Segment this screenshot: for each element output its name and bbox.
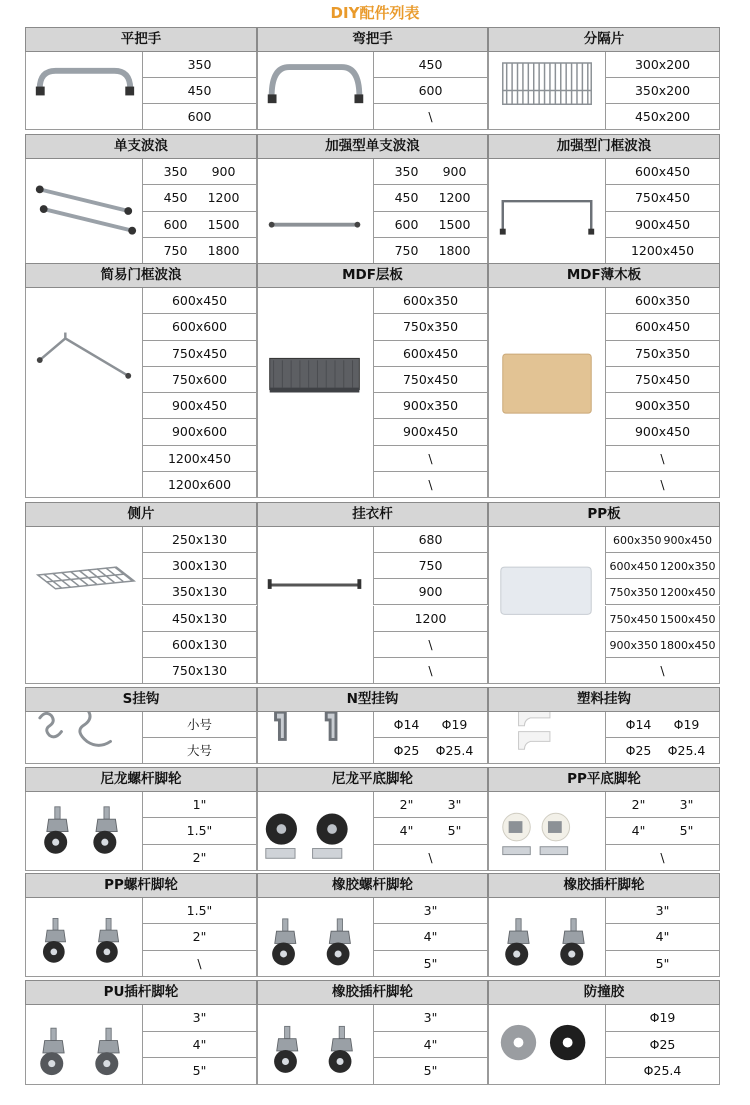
spec-cell xyxy=(142,632,257,658)
spec-cell xyxy=(605,288,720,314)
spec-value: 450x200 xyxy=(634,109,691,124)
spec-cell xyxy=(142,553,257,579)
spec-value: 600x350 xyxy=(612,534,662,547)
spec-cell xyxy=(142,1058,257,1085)
spec-value: 2" xyxy=(399,797,414,812)
spec-cell xyxy=(373,185,488,211)
spec-value: 450 xyxy=(418,57,443,72)
spec-value: 750 xyxy=(163,242,188,258)
spec-value: 5" xyxy=(447,823,462,839)
spec-cell xyxy=(373,472,488,498)
group-header: 塑料挂钩 xyxy=(488,687,720,712)
spec-value: 600x450 xyxy=(634,319,691,335)
spec-value: 900x450 xyxy=(171,398,228,413)
spec-cell xyxy=(373,446,488,472)
spec-value: 1200 xyxy=(438,190,471,206)
rubber-screw-caster-icon xyxy=(257,898,373,977)
spec-cell xyxy=(373,238,488,264)
mdf-board-icon xyxy=(488,288,605,498)
spec-cell xyxy=(605,1032,720,1059)
spec-cell xyxy=(605,238,720,264)
spec-value: 5" xyxy=(655,955,670,971)
spec-cell xyxy=(605,367,720,393)
spec-value: 900x450 xyxy=(402,424,459,440)
spec-cell xyxy=(142,52,257,78)
spec-cell xyxy=(605,446,720,472)
spec-cell xyxy=(373,658,488,684)
group-header: 侧片 xyxy=(25,502,257,527)
nylon-flat-caster-icon xyxy=(257,792,373,871)
spec-cell xyxy=(373,78,488,104)
group-header: 橡胶插杆脚轮 xyxy=(488,873,720,898)
spec-cell xyxy=(605,845,720,871)
spec-cell xyxy=(142,288,257,314)
spec-cell xyxy=(605,553,720,579)
spec-cell xyxy=(605,792,720,818)
spec-value: 3" xyxy=(655,903,670,918)
spec-cell xyxy=(373,527,488,553)
spec-value: Φ19 xyxy=(649,1010,676,1025)
spec-cell xyxy=(605,472,720,498)
spec-cell xyxy=(373,1058,488,1085)
pp-board-icon xyxy=(488,527,605,684)
group-header: PP螺杆脚轮 xyxy=(25,873,257,898)
spec-cell xyxy=(373,341,488,367)
spec-value: Φ14 xyxy=(625,717,652,732)
spec-value: 600x450 xyxy=(634,164,691,179)
spec-cell xyxy=(373,393,488,419)
nylon-screw-caster-icon xyxy=(25,792,142,871)
group-header: 弯把手 xyxy=(257,27,488,52)
group-header: MDF层板 xyxy=(257,263,488,288)
spec-cell xyxy=(373,212,488,238)
spec-value: 3" xyxy=(679,797,694,812)
spec-cell xyxy=(373,104,488,130)
spec-value: \ xyxy=(428,636,433,652)
spec-cell xyxy=(373,845,488,871)
spec-cell xyxy=(373,419,488,445)
spec-cell xyxy=(373,288,488,314)
spec-cell xyxy=(373,367,488,393)
spec-value: Φ19 xyxy=(441,717,468,732)
spec-value: Φ25 xyxy=(393,743,420,758)
spec-value: Φ25.4 xyxy=(435,743,474,758)
spec-cell xyxy=(605,159,720,185)
spec-cell xyxy=(373,314,488,340)
spec-value: Φ25 xyxy=(625,743,652,758)
plastic-hook-icon xyxy=(488,712,605,764)
spec-value: 大号 xyxy=(186,743,212,758)
spec-value: Φ19 xyxy=(673,717,700,732)
spec-value: 600 xyxy=(187,109,212,124)
spec-value: \ xyxy=(428,662,433,678)
bumper-pad-icon xyxy=(488,1005,605,1085)
spec-cell xyxy=(142,951,257,977)
spec-value: 900x350 xyxy=(609,638,658,652)
spec-cell xyxy=(605,341,720,367)
spec-value: \ xyxy=(660,662,665,678)
spec-cell xyxy=(605,606,720,632)
section xyxy=(25,687,720,764)
spec-value: 1200 xyxy=(207,190,240,206)
spec-value: 750x450 xyxy=(171,345,228,361)
spec-cell xyxy=(142,78,257,104)
spec-value: 350x130 xyxy=(171,584,228,600)
spec-cell xyxy=(373,924,488,950)
spec-value: 900 xyxy=(418,584,443,600)
rubber-stem-caster-icon xyxy=(488,898,605,977)
spec-cell xyxy=(142,712,257,738)
spec-value: Φ25.4 xyxy=(643,1063,682,1079)
section xyxy=(25,27,720,130)
spec-value: 900x350 xyxy=(634,398,691,413)
spec-value: \ xyxy=(660,450,665,466)
spec-cell xyxy=(142,472,257,498)
spec-value: 小号 xyxy=(186,717,212,732)
spec-value: 1800 xyxy=(207,242,240,258)
spec-value: 5" xyxy=(423,1063,438,1079)
spec-value: Φ25.4 xyxy=(667,743,706,758)
spec-value: \ xyxy=(660,849,665,865)
spec-value: 600x450 xyxy=(171,293,228,308)
spec-cell xyxy=(373,1005,488,1032)
spec-cell xyxy=(605,898,720,924)
spec-value: 450 xyxy=(187,83,212,98)
spec-value: 1500 xyxy=(438,216,471,232)
group-header: 加强型单支波浪 xyxy=(257,134,488,159)
reinforced-wave-bar-icon xyxy=(257,159,373,264)
spec-cell xyxy=(142,367,257,393)
spec-value: 900x600 xyxy=(171,424,228,440)
hanging-rod-icon xyxy=(257,527,373,684)
section xyxy=(25,873,720,977)
spec-cell xyxy=(142,579,257,605)
spec-cell xyxy=(142,393,257,419)
group-header: PP板 xyxy=(488,502,720,527)
spec-cell xyxy=(142,898,257,924)
group-header: 橡胶螺杆脚轮 xyxy=(257,873,488,898)
spec-cell xyxy=(373,52,488,78)
spec-value: 1200 xyxy=(414,610,447,626)
spec-cell xyxy=(142,419,257,445)
rubber-stem-caster-icon xyxy=(257,1005,373,1085)
spec-cell xyxy=(605,527,720,553)
spec-value: 900x450 xyxy=(634,424,691,440)
spec-value: 1200x350 xyxy=(660,560,716,574)
spec-value: 900 xyxy=(442,164,467,179)
section xyxy=(25,263,720,498)
spec-cell xyxy=(605,393,720,419)
spec-cell xyxy=(373,606,488,632)
pp-screw-caster-icon xyxy=(25,898,142,977)
spec-cell xyxy=(605,632,720,658)
spec-cell xyxy=(605,712,720,738)
spec-cell xyxy=(605,78,720,104)
spec-value: 750x350 xyxy=(634,345,691,361)
n-hook-icon xyxy=(257,712,373,764)
spec-value: \ xyxy=(428,450,433,466)
spec-cell xyxy=(605,658,720,684)
spec-value: 600x350 xyxy=(634,293,691,308)
bent-handle-icon xyxy=(257,52,373,130)
spec-value: 350x200 xyxy=(634,83,691,98)
group-header: S挂钩 xyxy=(25,687,257,712)
spec-value: 600x350 xyxy=(402,293,459,308)
spec-value: 350 xyxy=(163,164,188,179)
mdf-shelf-icon xyxy=(257,288,373,498)
spec-cell xyxy=(142,1005,257,1032)
spec-cell xyxy=(373,579,488,605)
spec-cell xyxy=(373,818,488,844)
spec-value: 1800x450 xyxy=(660,638,716,652)
spec-cell xyxy=(373,712,488,738)
group-header: 防撞胶 xyxy=(488,980,720,1005)
spec-value: \ xyxy=(660,476,665,492)
spec-cell xyxy=(142,446,257,472)
spec-value: 2" xyxy=(192,929,207,945)
page-title: DIY配件列表 xyxy=(330,4,420,22)
group-header: PP平底脚轮 xyxy=(488,767,720,792)
spec-cell xyxy=(142,527,257,553)
spec-cell xyxy=(373,792,488,818)
single-wave-bars-icon xyxy=(25,159,142,264)
spec-value: 1500x450 xyxy=(660,612,716,626)
spec-cell xyxy=(605,314,720,340)
spec-value: 600x130 xyxy=(171,636,228,652)
spec-value: 3" xyxy=(192,1010,207,1025)
spec-value: 450 xyxy=(394,190,419,206)
spec-cell xyxy=(142,738,257,764)
spec-value: 5" xyxy=(679,823,694,839)
spec-cell xyxy=(605,104,720,130)
group-header: N型挂钩 xyxy=(257,687,488,712)
spec-value: 350 xyxy=(394,164,419,179)
group-header: 橡胶插杆脚轮 xyxy=(257,980,488,1005)
spec-cell xyxy=(142,314,257,340)
spec-value: 4" xyxy=(631,823,646,839)
spec-cell xyxy=(605,419,720,445)
spec-value: 600x450 xyxy=(609,560,658,574)
spec-cell xyxy=(142,159,257,185)
group-header: 平把手 xyxy=(25,27,257,52)
spec-value: 450 xyxy=(163,190,188,206)
spec-value: 300x200 xyxy=(634,57,691,72)
spec-value: \ xyxy=(428,109,433,124)
group-header: 挂衣杆 xyxy=(257,502,488,527)
pu-stem-caster-icon xyxy=(25,1005,142,1085)
spec-value: 750x130 xyxy=(171,662,228,678)
spec-value: 1800 xyxy=(438,242,471,258)
spec-cell xyxy=(142,658,257,684)
spec-value: 4" xyxy=(399,823,414,839)
group-header: 分隔片 xyxy=(488,27,720,52)
spec-value: 4" xyxy=(423,1036,438,1052)
group-header: 简易门框波浪 xyxy=(25,263,257,288)
spec-cell xyxy=(373,159,488,185)
spec-cell xyxy=(605,951,720,977)
spec-value: 3" xyxy=(423,1010,438,1025)
spec-cell xyxy=(373,898,488,924)
spec-value: 250x130 xyxy=(171,532,228,547)
spec-value: 1.5" xyxy=(186,903,213,918)
spec-value: 680 xyxy=(418,532,443,547)
spec-cell xyxy=(605,579,720,605)
section xyxy=(25,502,720,684)
spec-value: 350 xyxy=(187,57,212,72)
spec-cell xyxy=(373,553,488,579)
spec-value: 1200x450 xyxy=(167,450,232,466)
spec-cell xyxy=(142,104,257,130)
spec-value: 750x450 xyxy=(634,371,691,387)
spec-cell xyxy=(142,606,257,632)
spec-value: 750x350 xyxy=(609,586,658,600)
reinforced-door-frame-icon xyxy=(488,159,605,264)
spec-value: 3" xyxy=(423,903,438,918)
spec-cell xyxy=(142,924,257,950)
spec-value: 900x450 xyxy=(634,216,691,232)
spec-value: Φ14 xyxy=(393,717,420,732)
spec-value: 900x350 xyxy=(402,398,459,413)
spec-cell xyxy=(142,845,257,871)
section xyxy=(25,134,720,264)
spec-value: 750x450 xyxy=(402,371,459,387)
spec-value: 2" xyxy=(192,849,207,865)
spec-cell xyxy=(142,792,257,818)
spec-value: 750 xyxy=(418,558,443,574)
group-header: PU插杆脚轮 xyxy=(25,980,257,1005)
spec-value: 1200x600 xyxy=(167,476,232,492)
spec-cell xyxy=(142,1032,257,1059)
s-hook-icon xyxy=(25,712,142,764)
spec-value: 1200x450 xyxy=(660,586,716,600)
spec-value: \ xyxy=(428,849,433,865)
divider-rack-icon xyxy=(488,52,605,130)
spec-value: 750x450 xyxy=(609,612,658,626)
spec-cell xyxy=(605,52,720,78)
group-header: 尼龙螺杆脚轮 xyxy=(25,767,257,792)
spec-cell xyxy=(142,212,257,238)
spec-value: 600x450 xyxy=(402,345,459,361)
spec-cell xyxy=(605,1005,720,1032)
spec-value: 900 xyxy=(211,164,236,179)
spec-value: 4" xyxy=(192,1036,207,1052)
spec-value: 750x450 xyxy=(634,190,691,206)
spec-cell xyxy=(142,818,257,844)
spec-value: 750x350 xyxy=(402,319,459,335)
group-header: 单支波浪 xyxy=(25,134,257,159)
spec-value: 300x130 xyxy=(171,558,228,574)
spec-value: 1.5" xyxy=(186,823,213,839)
bar-handle-icon xyxy=(25,52,142,130)
spec-cell xyxy=(373,738,488,764)
spec-value: \ xyxy=(197,955,202,971)
spec-value: 5" xyxy=(192,1063,207,1079)
spec-cell xyxy=(605,1058,720,1085)
spec-value: 4" xyxy=(423,929,438,945)
section xyxy=(25,767,720,871)
spec-value: 600x600 xyxy=(171,319,228,335)
spec-value: 450x130 xyxy=(171,610,228,626)
spec-cell xyxy=(605,212,720,238)
group-header: 加强型门框波浪 xyxy=(488,134,720,159)
spec-value: 2" xyxy=(631,797,646,812)
spec-value: 4" xyxy=(655,929,670,945)
pp-flat-caster-icon xyxy=(488,792,605,871)
side-panel-icon xyxy=(25,527,142,684)
spec-value: 600 xyxy=(163,216,188,232)
spec-value: \ xyxy=(428,476,433,492)
spec-value: 900x450 xyxy=(663,534,713,547)
group-header: 尼龙平底脚轮 xyxy=(257,767,488,792)
spec-cell xyxy=(605,738,720,764)
spec-cell xyxy=(142,238,257,264)
group-header: MDF薄木板 xyxy=(488,263,720,288)
spec-cell xyxy=(142,185,257,211)
spec-value: 3" xyxy=(447,797,462,812)
simple-door-frame-icon xyxy=(25,288,142,498)
spec-value: 600 xyxy=(418,83,443,98)
spec-cell xyxy=(605,185,720,211)
spec-value: 600 xyxy=(394,216,419,232)
spec-cell xyxy=(373,632,488,658)
spec-cell xyxy=(142,341,257,367)
spec-cell xyxy=(373,1032,488,1059)
spec-cell xyxy=(605,818,720,844)
spec-value: 750 xyxy=(394,242,419,258)
section xyxy=(25,980,720,1085)
spec-value: 5" xyxy=(423,955,438,971)
spec-value: 1200x450 xyxy=(630,242,695,258)
spec-value: 750x600 xyxy=(171,371,228,387)
spec-value: 1" xyxy=(192,797,207,812)
spec-value: 1500 xyxy=(207,216,240,232)
spec-cell xyxy=(605,924,720,950)
spec-value: Φ25 xyxy=(649,1036,676,1052)
spec-cell xyxy=(373,951,488,977)
